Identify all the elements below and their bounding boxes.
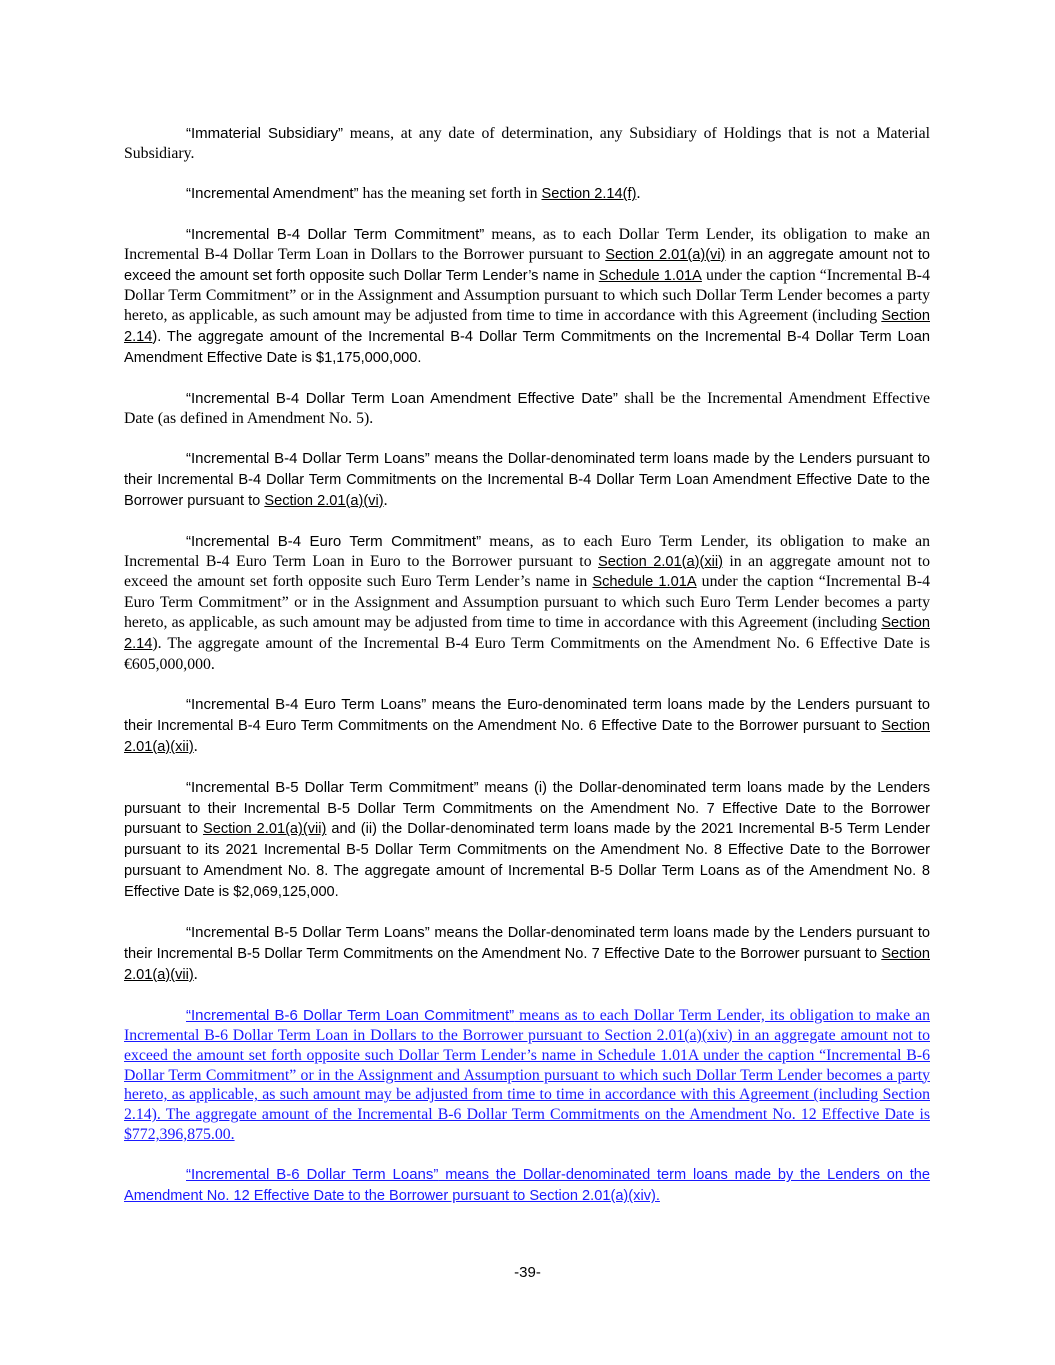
- section-reference-link[interactable]: Section 2.01(a)(vi): [264, 492, 384, 509]
- section-reference-link[interactable]: Section 2.01(a)(vii): [124, 946, 930, 983]
- section-reference-link[interactable]: Section 2.01(a)(xii): [598, 553, 723, 570]
- section-reference-link[interactable]: Section 2.01(a)(vii): [202, 821, 327, 838]
- definition-body-end: .: [636, 184, 641, 202]
- defined-term: “Incremental B-4 Euro Term Loans”: [186, 695, 427, 713]
- defined-term: “Incremental B-6 Dollar Term Loans”: [186, 1166, 439, 1184]
- definition-body: under the caption “Incremental B-4 Dollar Term Commitment” or in the Assignment and Assumption pursuant to which such Dollar Term Lender becomes a party hereto, as applicable, as such amount may be adjusted from time to time in accordance with this Agreement (including: [124, 266, 930, 325]
- definition-incremental-b4-dollar-term-loan-amendment-effective-date: [124, 389, 930, 429]
- defined-term: “Incremental B-4 Dollar Term Loans”: [186, 449, 430, 467]
- defined-term: “Incremental B-5 Dollar Term Commitment”: [186, 778, 479, 796]
- defined-term: “Immaterial Subsidiary”: [186, 125, 343, 142]
- definition-body-end: .: [383, 491, 388, 509]
- schedule-reference-link[interactable]: Schedule 1.01A: [598, 267, 702, 284]
- definition-body: under the caption “Incremental B-4 Euro Term Commitment” or in the Assignment and Assumption pursuant to which such Euro Term Lender becomes a party hereto, as applicable, as such amount may be adjusted from time to time in accordance with this Agreement (including: [124, 573, 930, 632]
- definition-body: means (i) the Dollar-denominated term loans made by the Lenders pursuant to their Incremental B-5 Dollar Term Commitments on the Amendment No. 7 Effective Date to the Borrower pursuant to: [124, 779, 930, 838]
- definition-immaterial-subsidiary: [124, 124, 930, 164]
- section-reference-link[interactable]: Section 2.01(a)(vi): [605, 246, 726, 263]
- page-number: -39-: [514, 1264, 541, 1281]
- definition-body-end: ). The aggregate amount of the Incremental B-4 Dollar Term Commitments on the Incremental B-4 Dollar Term Loan Amendment Effective Date is $1,175,000,000.: [124, 329, 930, 367]
- section-reference-link[interactable]: Section 2.14(f): [541, 185, 637, 202]
- defined-term: “Incremental B-6 Dollar Term Loan Commitment”: [186, 1006, 515, 1024]
- definition-body: means the Dollar-denominated term loans made by the Lenders pursuant to their Incremental B-4 Dollar Term Commitments on the Incremental B-4 Dollar Term Loan Amendment Effective Date to the Borrower pursuant to: [124, 450, 930, 509]
- defined-term: “Incremental B-4 Dollar Term Loan Amendment Effective Date”: [186, 390, 618, 408]
- inserted-definition-incremental-b6-dollar-term-loans: [124, 1165, 930, 1207]
- defined-term: “Incremental B-5 Dollar Term Loans”: [186, 924, 430, 942]
- definition-body: means the Euro-denominated term loans made by the Lenders pursuant to their Incremental B-4 Euro Term Commitments on the Amendment No. 6 Effective Date to the Borrower pursuant to: [124, 696, 930, 734]
- section-reference-link[interactable]: Section 2.14: [124, 308, 930, 346]
- definition-incremental-b4-euro-term-commitment: [124, 532, 930, 675]
- section-reference-link[interactable]: Section 2.14: [124, 615, 930, 653]
- document-page: [124, 124, 930, 1227]
- definition-body: means, as to each Dollar Term Lender, its obligation to make an Incremental B-4 Dollar Term Loan in Dollars to the Borrower pursuant to: [124, 225, 930, 263]
- defined-term: “Incremental Amendment”: [186, 184, 359, 202]
- defined-term: “Incremental B-4 Euro Term Commitment”: [186, 532, 482, 550]
- inserted-definition-incremental-b6-dollar-term-loan-commitment: [124, 1006, 930, 1145]
- definition-body-end: .: [193, 737, 198, 755]
- definition-incremental-b5-dollar-term-loans: [124, 923, 930, 986]
- definition-body: means, at any date of determination, any Subsidiary of Holdings that is not a Material Subsidiary.: [124, 125, 930, 162]
- definition-incremental-b4-dollar-term-commitment: [124, 225, 930, 369]
- section-reference-link[interactable]: Section 2.01(a)(xii): [124, 717, 930, 755]
- definition-body: has the meaning set forth in: [358, 184, 542, 202]
- definition-incremental-b5-dollar-term-commitment: [124, 778, 930, 903]
- definition-incremental-b4-euro-term-loans: [124, 695, 930, 758]
- definition-body: means, as to each Euro Term Lender, its obligation to make an Incremental B-4 Euro Term Loan in Euro to the Borrower pursuant to: [124, 532, 930, 570]
- definition-body: means the Dollar-denominated term loans made by the Lenders on the Amendment No. 12 Effective Date to the Borrower pursuant to Section 2.01(a)(xiv).: [124, 1167, 931, 1205]
- definition-body-end: and (ii) the Dollar-denominated term loans made by the 2021 Incremental B-5 Term Lender pursuant to its 2021 Incremental B-5 Dollar Term Commitments on the Amendment No. 8 Effective Date to the Borrower pursuant to Amendment No. 8. The aggregate amount of Incremental B-5 Dollar Term Loans as of the Amendment No. 8 Effective Date is $2,069,125,000.: [124, 821, 931, 901]
- definition-body-end: .: [193, 965, 198, 983]
- definition-body: means as to each Dollar Term Lender, its obligation to make an Incremental B-6 Dollar Term Loan in Dollars to the Borrower pursuant to Section 2.01(a)(xiv) in an aggregate amount not to exceed the amount set forth opposite such Dollar Term Lender’s name in Schedule 1.01A under the caption “Incremental B-6 Dollar Term Commitment” or in the Assignment and Assumption pursuant to which such Dollar Term Lender becomes a party hereto, as applicable, as such amount may be adjusted from time to time in accordance with this Agreement (including Section 2.14). The aggregate amount of the Incremental B-6 Dollar Term Commitments on the Amendment No. 12 Effective Date is $772,396,875.00.: [124, 1006, 930, 1144]
- defined-term: “Incremental B-4 Dollar Term Commitment”: [186, 225, 485, 243]
- definition-incremental-b4-dollar-term-loans: [124, 449, 930, 512]
- definition-body: shall be the Incremental Amendment Effective Date (as defined in Amendment No. 5).: [124, 390, 931, 427]
- definition-body: in an aggregate amount not to exceed the amount set forth opposite such Dollar Term Lender’s name in: [124, 246, 931, 284]
- definition-body: in an aggregate amount not to exceed the amount set forth opposite such Euro Term Lender’s name in: [124, 552, 930, 591]
- schedule-reference-link[interactable]: Schedule 1.01A: [592, 574, 697, 591]
- definition-body-end: ). The aggregate amount of the Incremental B-4 Euro Term Commitments on the Amendment No. 6 Effective Date is €605,000,000.: [124, 635, 930, 674]
- definition-body: means the Dollar-denominated term loans made by the Lenders pursuant to their Incremental B-5 Dollar Term Commitments on the Amendment No. 7 Effective Date to the Borrower pursuant to: [124, 925, 930, 962]
- definition-incremental-amendment: [124, 184, 930, 205]
